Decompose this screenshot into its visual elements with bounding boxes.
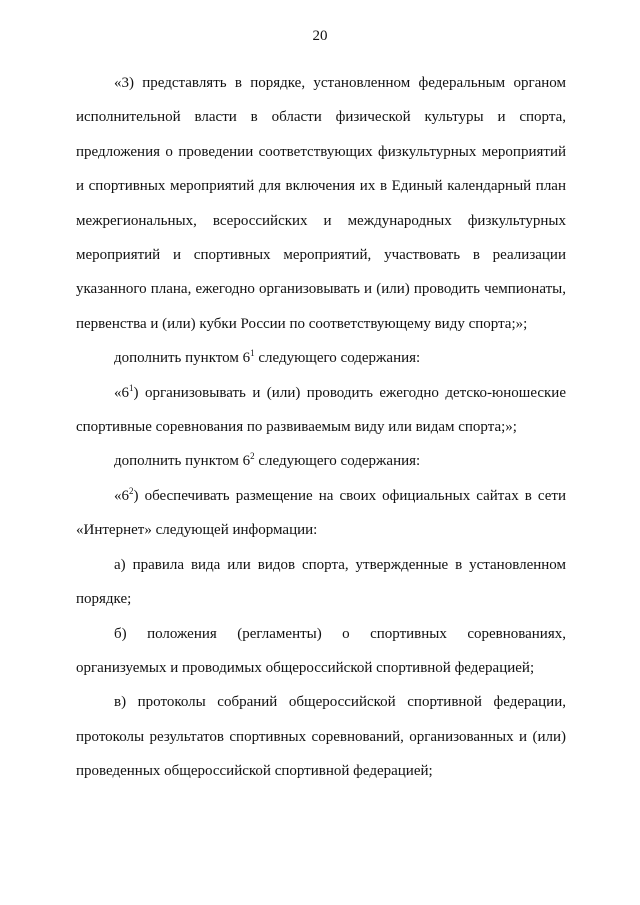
paragraph-add-item-6-2 [76,444,566,478]
document-body [76,66,566,789]
paragraph-item-3: «3) представлять в порядке, установленном федеральным органом исполнительной власти в области физической культуры и спорта, предложения о проведении соответствующих физкультурных мероприятий и спортивных мероприятий для включения их в Единый календарный план межрегиональных, всероссийских и международных физкультурных мероприятий и спортивных мероприятий, участвовать в реализации указанного плана, ежегодно организовывать и (или) проводить чемпионаты, первенства и (или) кубки России по соответствующему виду спорта;»; [76,75,566,332]
text-fragment: следующего содержания: [254,453,421,470]
superscript: 1 [129,382,134,393]
paragraph-add-item-6-1 [76,341,566,375]
text-fragment: следующего содержания: [254,350,421,367]
superscript: 1 [250,348,255,359]
text-fragment: дополнить пунктом 6 [114,453,251,470]
text-fragment: «6 [114,487,129,504]
paragraph-subitem-a: а) правила вида или видов спорта, утвержденные в установленном порядке; [76,556,566,608]
text-fragment: «6 [114,384,129,401]
paragraph-subitem-v: в) протоколы собраний общероссийской спортивной федерации, протоколы результатов спортивных соревнований, организованных и (или) проведенных общероссийской спортивной федерацией; [76,694,566,780]
paragraph-item-6-1 [76,376,566,445]
superscript: 2 [250,451,255,462]
paragraph-item-6-2 [76,479,566,548]
superscript: 2 [129,485,134,496]
text-fragment: ) организовывать и (или) проводить ежегодно детско-юношеские спортивные соревнования по развиваемым виду или видам спорта;»; [76,384,566,436]
paragraph-subitem-b: б) положения (регламенты) о спортивных соревнованиях, организуемых и проводимых общероссийской спортивной федерацией; [76,625,566,676]
page-number: 20 [312,28,328,44]
text-fragment: ) обеспечивать размещение на своих официальных сайтах в сети «Интернет» следующей информации: [76,487,566,539]
text-fragment: дополнить пунктом 6 [114,350,251,367]
